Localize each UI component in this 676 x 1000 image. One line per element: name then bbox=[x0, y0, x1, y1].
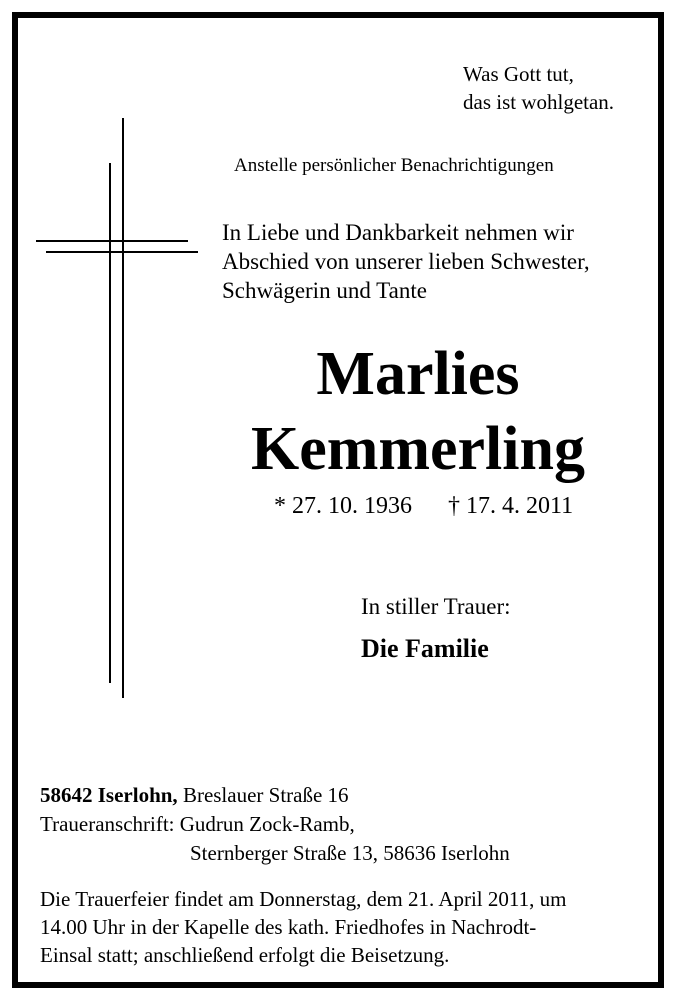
motto bbox=[463, 60, 614, 116]
death-date: † 17. 4. 2011 bbox=[448, 493, 574, 519]
notice-text: Anstelle persönlicher Benachrichtigungen bbox=[234, 155, 554, 176]
family-address-city: 58642 Iserlohn, bbox=[40, 783, 178, 807]
service-line-3: Einsal statt; anschließend erfolgt die Beisetzung. bbox=[40, 943, 450, 967]
family-address-street: Breslauer Straße 16 bbox=[182, 783, 349, 807]
deceased-first-name: Marlies bbox=[316, 340, 520, 408]
service-line-2: 14.00 Uhr in der Kapelle des kath. Friedhofes in Nachrodt- bbox=[40, 915, 537, 939]
service-info bbox=[40, 885, 566, 969]
mourning-address: Traueranschrift: Gudrun Zock-Ramb, bbox=[40, 812, 355, 836]
mourners-family: Die Familie bbox=[361, 634, 489, 663]
motto-line-1: Was Gott tut, bbox=[463, 62, 574, 86]
intro-line-3: Schwägerin und Tante bbox=[222, 278, 427, 303]
intro-line-1: In Liebe und Dankbarkeit nehmen wir bbox=[222, 220, 574, 245]
intro-line-2: Abschied von unserer lieben Schwester, bbox=[222, 249, 590, 274]
intro-text bbox=[222, 218, 590, 305]
mourning-address-line-2: Sternberger Straße 13, 58636 Iserlohn bbox=[190, 841, 510, 865]
family-address bbox=[40, 785, 349, 806]
service-line-1: Die Trauerfeier findet am Donnerstag, dem 21. April 2011, um bbox=[40, 887, 567, 911]
birth-date: * 27. 10. 1936 bbox=[274, 493, 412, 519]
motto-line-2: das ist wohlgetan. bbox=[463, 90, 615, 114]
deceased-last-name: Kemmerling bbox=[250, 415, 585, 483]
obituary-frame bbox=[12, 12, 664, 988]
life-dates bbox=[274, 494, 573, 518]
mourners-label: In stiller Trauer: bbox=[361, 594, 511, 619]
